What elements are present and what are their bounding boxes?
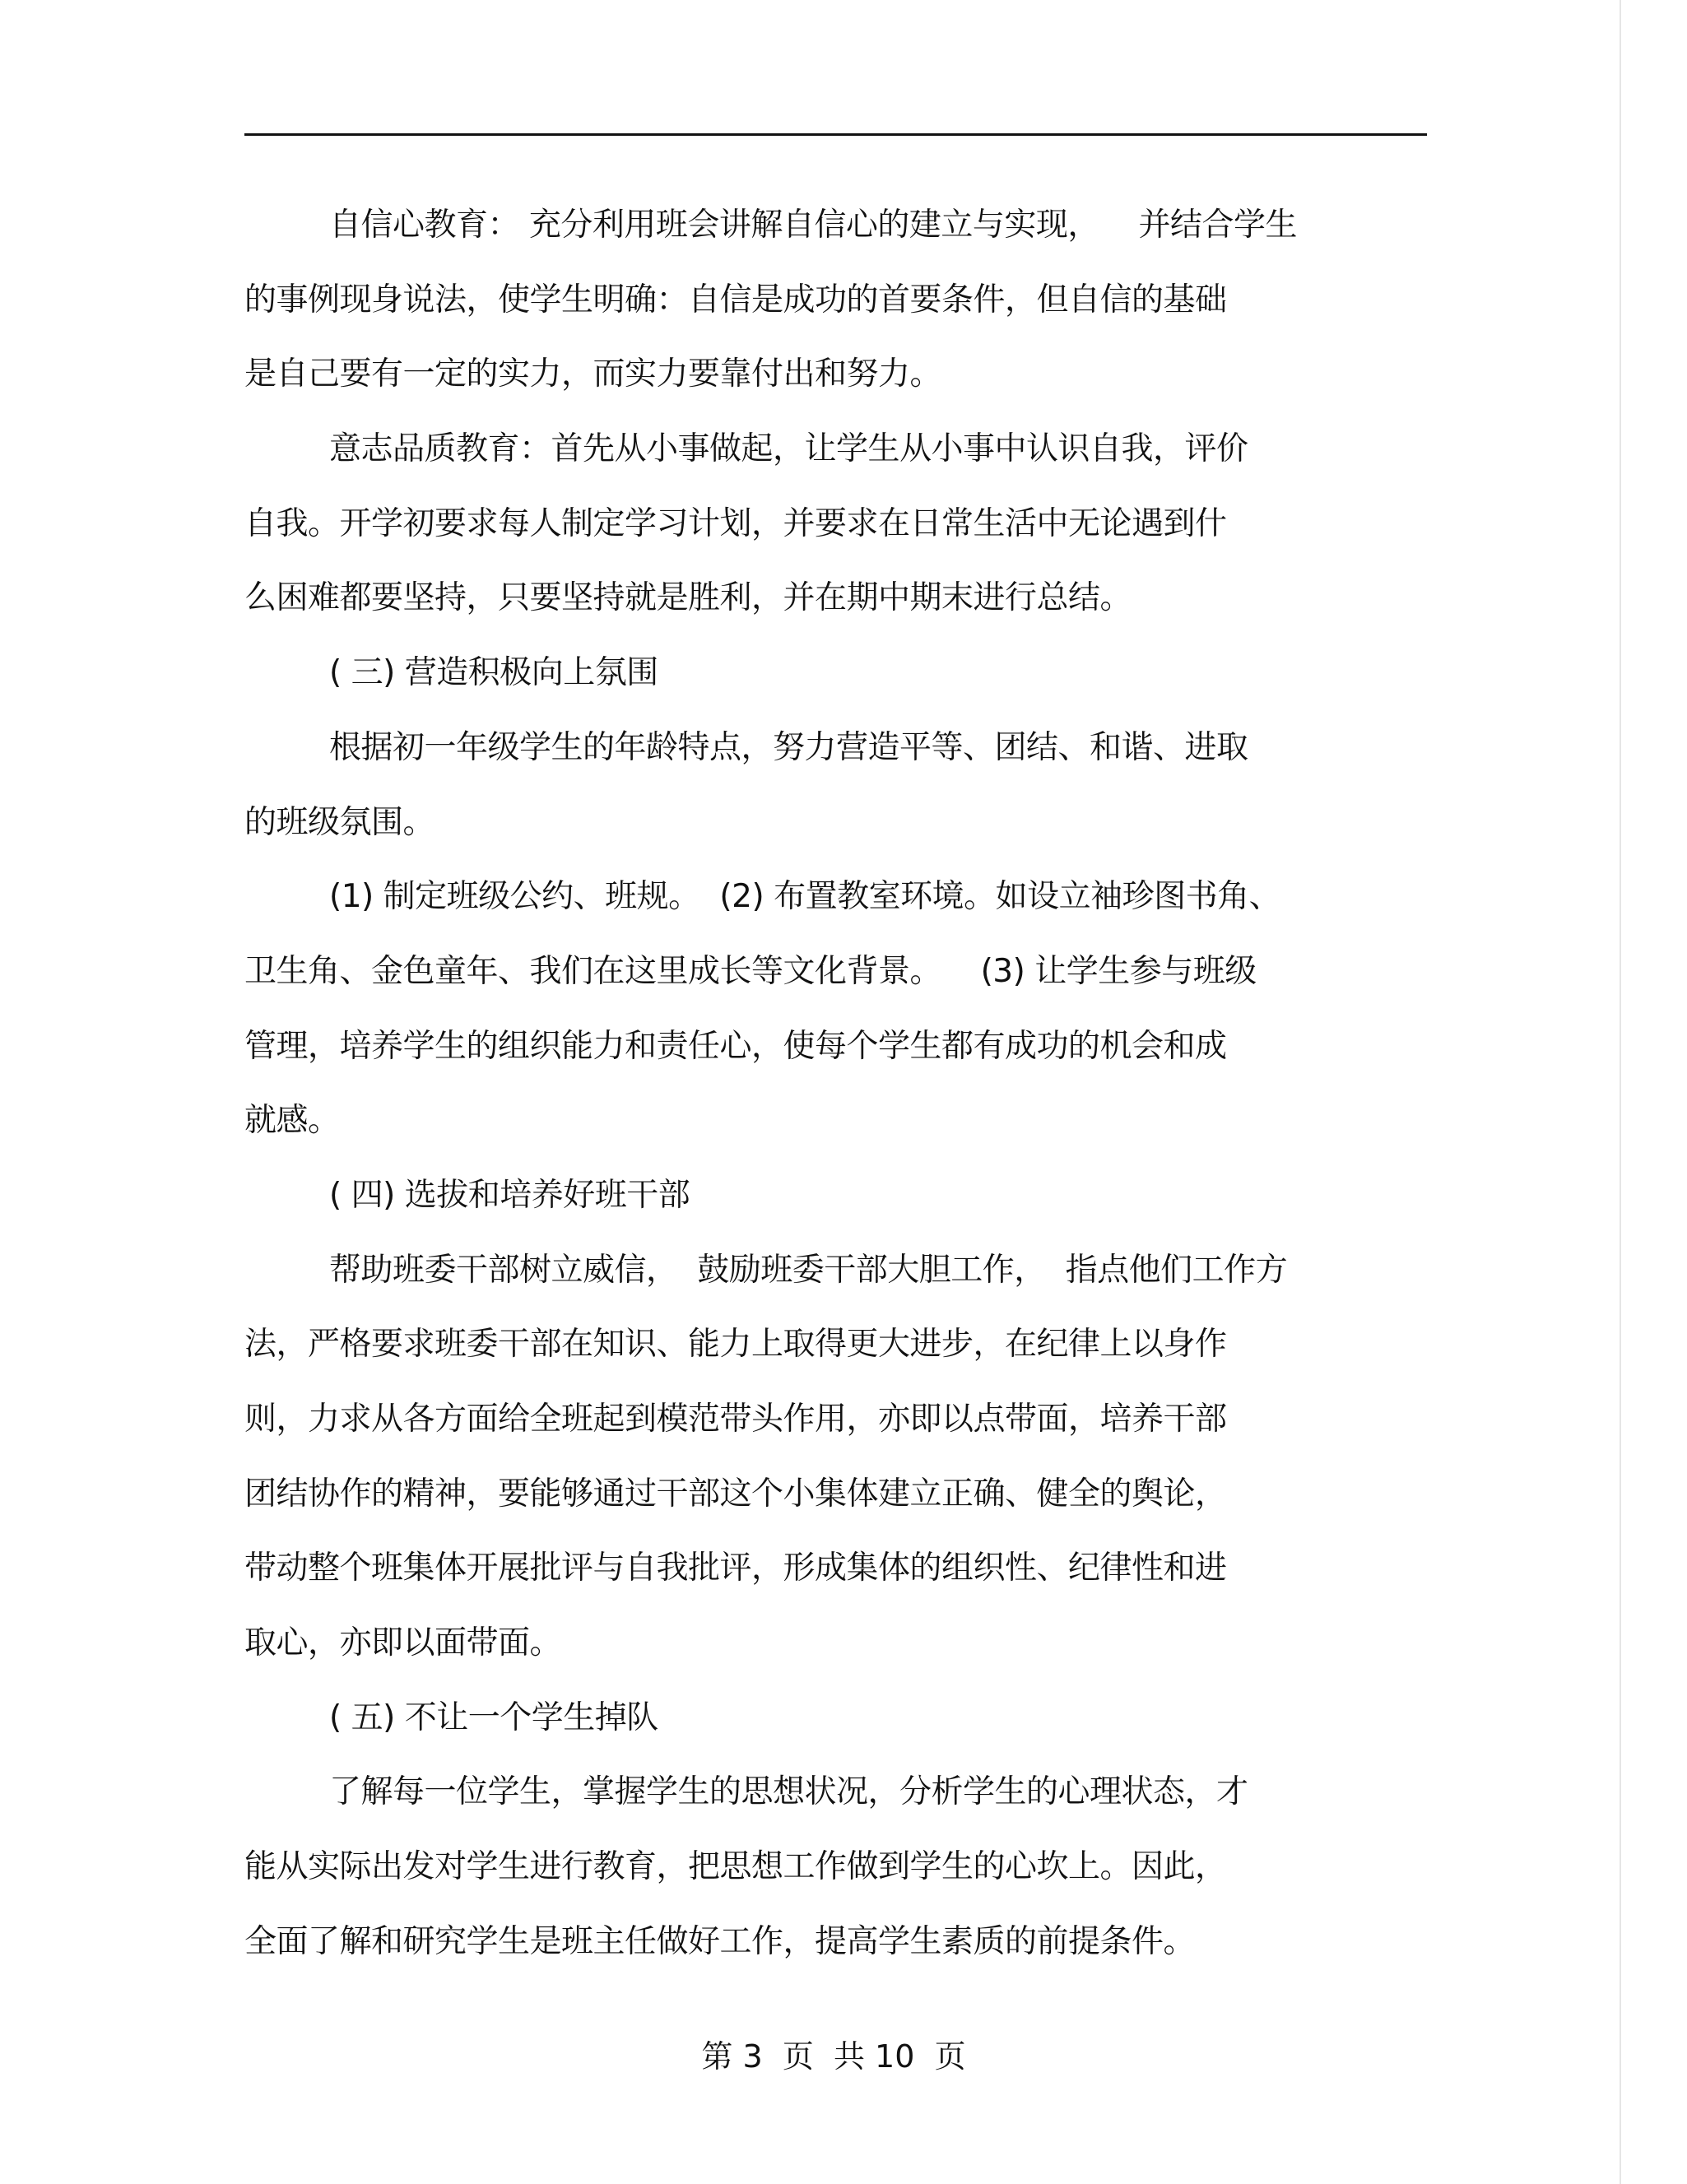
- text-line: 取心，亦即以面带面。: [244, 1624, 562, 1662]
- text-line: 法，严格要求班委干部在知识、能力上取得更大进步，在纪律上以身作: [244, 1326, 1227, 1364]
- text-line: (1) 制定班级公约、班规。 (2) 布置教室环境。如设立袖珍图书角、: [329, 878, 1281, 916]
- text-line: 自我。开学初要求每人制定学习计划，并要求在日常生活中无论遇到什: [244, 504, 1227, 542]
- text-line: 卫生角、金色童年、我们在这里成长等文化背景。 (3) 让学生参与班级: [244, 952, 1257, 990]
- text-line: 团结协作的精神，要能够通过干部这个小集体建立正确、健全的舆论，: [244, 1475, 1227, 1513]
- text-line: 带动整个班集体开展批评与自我批评，形成集体的组织性、纪律性和进: [244, 1550, 1227, 1587]
- text-line: 帮助班委干部树立威信， 鼓励班委干部大胆工作， 指点他们工作方: [329, 1251, 1288, 1289]
- text-line: 么困难都要坚持，只要坚持就是胜利，并在期中期末进行总结。: [244, 579, 1132, 617]
- document-body: [244, 204, 1446, 1996]
- page-edge-divider: [1620, 0, 1621, 2184]
- text-line: ( 四) 选拔和培养好班干部: [329, 1176, 690, 1214]
- text-line: 管理，培养学生的组织能力和责任心，使每个学生都有成功的机会和成: [244, 1027, 1227, 1065]
- text-line: 则，力求从各方面给全班起到模范带头作用，亦即以点带面，培养干部: [244, 1401, 1227, 1438]
- text-line: 就感。: [244, 1102, 340, 1140]
- text-line: 能从实际出发对学生进行教育，把思想工作做到学生的心坎上。因此，: [244, 1848, 1227, 1886]
- text-line: ( 三) 营造积极向上氛围: [329, 654, 658, 692]
- page-footer: 第 3 页 共 10 页: [701, 2038, 966, 2075]
- text-line: 是自己要有一定的实力，而实力要靠付出和努力。: [244, 355, 942, 393]
- text-line: 了解每一位学生，掌握学生的思想状况，分析学生的心理状态，才: [329, 1773, 1248, 1811]
- text-line: 的班级氛围。: [244, 803, 435, 841]
- text-line: 自信心教育： 充分利用班会讲解自信心的建立与实现， 并结合学生: [329, 207, 1297, 244]
- text-line: 意志品质教育：首先从小事做起，让学生从小事中认识自我，评价: [329, 430, 1248, 468]
- text-line: ( 五) 不让一个学生掉队: [329, 1698, 658, 1736]
- text-line: 根据初一年级学生的年龄特点，努力营造平等、团结、和谐、进取: [329, 728, 1248, 766]
- text-line: 的事例现身说法，使学生明确：自信是成功的首要条件，但自信的基础: [244, 281, 1227, 318]
- text-line: 全面了解和研究学生是班主任做好工作，提高学生素质的前提条件。: [244, 1922, 1196, 1960]
- header-rule: [244, 133, 1427, 136]
